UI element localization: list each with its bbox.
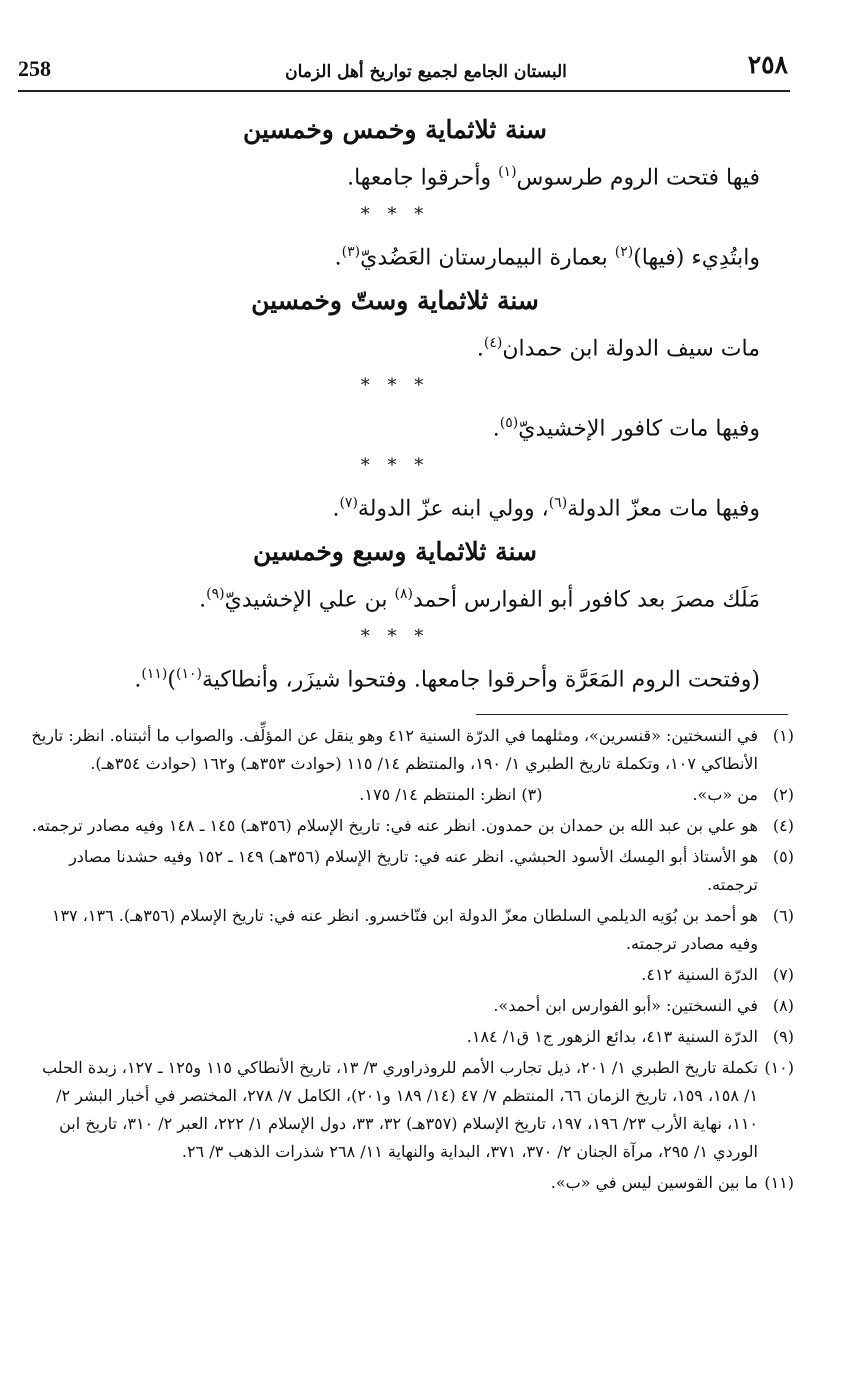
footnote-ref[interactable]: (٧): [339, 495, 358, 512]
footnote: (٢) من «ب».(٣) انظر: المنتظم ١٤/ ١٧٥.: [30, 781, 794, 809]
year-heading: سنة ثلاثماية وسبع وخمسين: [253, 536, 537, 566]
footnote-number: (١١): [764, 1173, 794, 1192]
entry: فيها فتحت الروم طرسوس$^{(١)}$ وأحرقوا جامعها.: [347, 164, 760, 191]
footnote-ref[interactable]: (٢): [614, 244, 634, 261]
year-heading: سنة ثلاثماية وخمس وخمسين: [243, 115, 547, 144]
page-number-latin: 258: [18, 56, 51, 81]
footnote-number: (٥): [772, 847, 794, 866]
footnote: (٦) هو أحمد بن بُوَيه الديلمي السلطان معزّ الدولة ابن فنّاخسرو. انظر عنه في: تاريخ الإسلام (٣٥٦هـ). ١٣٦، ١٣٧ وفيه مصادر ترجمته.: [30, 902, 794, 958]
separator-stars: * * *: [360, 374, 430, 396]
footnote-number: (٤): [772, 816, 794, 835]
footnote-ref[interactable]: (١٠): [175, 665, 202, 682]
entry: وابتُدِيء (فيها)$^{(٢)}$ بعمارة البيمارستان العَضُديّ$^{(٣)}$.: [334, 244, 760, 271]
footnote: (٤) هو علي بن عبد الله بن حمدان بن حمدون. انظر عنه في: تاريخ الإسلام (٣٥٦هـ) ١٤٥ ـ ١٤٨ وفيه مصادر ترجمته.: [30, 812, 794, 840]
entry: مَلَك مصرَ بعد كافور أبو الفوارس أحمد$^{(٨)}$ بن علي الإخشيديّ$^{(٩)}$.: [199, 585, 760, 612]
footnote-number: (٩): [772, 1027, 794, 1046]
separator-stars: * * *: [360, 204, 430, 226]
footnote-number: (٣): [521, 785, 543, 804]
footnote-divider: [476, 714, 788, 715]
footnote-number: (٦): [772, 906, 794, 925]
footnote-ref[interactable]: (٤): [483, 334, 503, 351]
footnote: (١٠) تكملة تاريخ الطبري ١/ ٢٠١، ذيل تجارب الأمم للروذراوري ٣/ ١٣، تاريخ الأنطاكي ١١٥ و١٢٥ ـ ١٢٧، زبدة الحلب ١/ ١٥٨، ١٥٩، تاريخ الزمان ٦٦، المنتظم ٧/ ٤٧ (١٤/ ١٨٩ و٢٠١)، الكامل ٧/ ٢٧٨، المختصر في أخبار البشر ٢/ ١١٠، نهاية الأرب ٢٣/ ١٩٦، ١٩٧، تاريخ الإسلام (٣٥٧هـ) ٣٢، ٣٣، دول الإسلام ١/ ٢٢٢، العبر ٢/ ٣١٠، تاريخ ابن الوردي ١/ ٢٩٥، مرآة الجنان ٢/ ٣٧٠، ٣٧١، البداية والنهاية ١١/ ٢٦٨ شذرات الذهب ٣/ ٢٦.: [30, 1054, 794, 1166]
year-heading: سنة ثلاثماية وستّ وخمسين: [251, 285, 539, 315]
footnote-ref[interactable]: (٦): [548, 495, 568, 512]
footnote-ref[interactable]: (٣): [341, 244, 361, 261]
page-number-arabic: ٢٥٨: [747, 50, 788, 79]
page-header: [18, 40, 790, 92]
footnote-ref[interactable]: (٥): [499, 414, 519, 431]
footnote: (٥) هو الأستاذ أبو المِسك الأسود الحبشي. انظر عنه في: تاريخ الإسلام (٣٥٦هـ) ١٤٩ ـ ١٥٢ وفيه حشدنا مصادر ترجمته.: [30, 843, 794, 899]
entry: وفيها مات معزّ الدولة$^{(٦)}$، وولي ابنه عزّ الدولة$^{(٧)}$.: [332, 495, 760, 522]
footnote: (٨) في النسختين: «أبو الفوارس ابن أحمد».: [30, 992, 794, 1020]
footnote-number: (٢): [772, 785, 794, 804]
entry: مات سيف الدولة ابن حمدان$^{(٤)}$.: [476, 334, 760, 361]
main-text: [40, 110, 790, 702]
footnote-ref[interactable]: (٨): [394, 585, 413, 602]
footnote: (١) في النسختين: «قنسرين»، ومثلهما في الدرّة السنية ٤١٢ وهو ينقل عن المؤلِّف. والصواب ما أثبتناه. انظر: تاريخ الأنطاكي ١٠٧، وتكملة تاريخ الطبري ١/ ١٩٠، والمنتظم ١٤/ ١١٥ (حوادث ٣٥٣هـ) و١٦٢ (حوادث ٣٥٤هـ).: [30, 722, 794, 778]
footnote-ref[interactable]: (١): [498, 164, 517, 180]
running-title: البستان الجامع لجميع تواريخ أهل الزمان: [285, 62, 567, 82]
footnote: (٧) الدرّة السنية ٤١٢.: [30, 961, 794, 989]
footnote-number: (١): [772, 726, 794, 745]
entry: وفيها مات كافور الإخشيديّ$^{(٥)}$.: [492, 414, 760, 442]
footnote: (١١) ما بين القوسين ليس في «ب».: [30, 1169, 794, 1197]
footnote-number: (٨): [772, 996, 794, 1015]
footnotes: [30, 722, 794, 1200]
footnote-number: (١٠): [764, 1058, 794, 1077]
footnote: (٩) الدرّة السنية ٤١٣، بدائع الزهور ج١ ق١/ ١٨٤.: [30, 1023, 794, 1051]
entry: (وفتحت الروم المَعَرَّة وأحرقوا جامعها. وفتحوا شيزَر، وأنطاكية$^{(١٠)}$)$^{(١١)}$.: [134, 665, 760, 693]
footnote-ref[interactable]: (٩): [206, 585, 225, 602]
footnote-ref[interactable]: (١١): [141, 665, 168, 682]
footnote-number: (٧): [772, 965, 794, 984]
separator-stars: * * *: [360, 455, 430, 477]
separator-stars: * * *: [360, 625, 430, 647]
